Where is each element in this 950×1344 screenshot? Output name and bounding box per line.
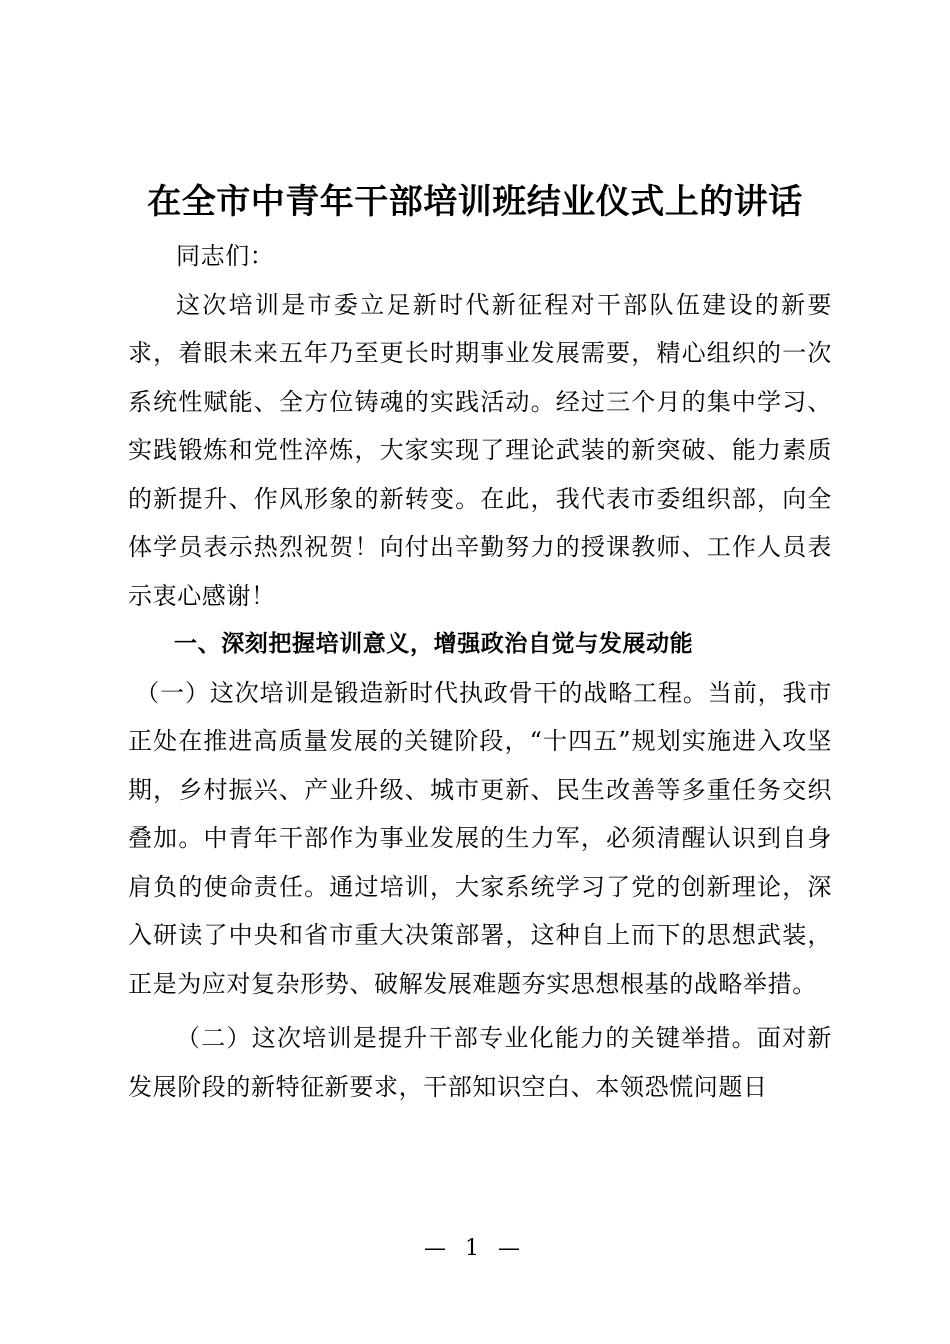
document-title: 在全市中青年干部培训班结业仪式上的讲话 — [147, 182, 803, 222]
section-heading-1: 一、深刻把握培训意义，增强政治自觉与发展动能 — [174, 631, 694, 657]
salutation: 同志们： — [176, 242, 275, 270]
paragraph-1: （一）这次培训是锻造新时代执政骨干的战略工程。当前，我市正处在推进高质量发展的关键阶段，“十四五”规划实施进入攻坚期，乡村振兴、产业升级、城市更新、民生改善等多重任务交织叠加。中青年干部作为事业发展的生力军，必须清醒认识到自身肩负的使命责任。通过培训，大家系统学习了党的创新理论，深入研读了中央和省市重大决策部署，这种自上而下的思想武装，正是为应对复杂形势、破解发展难题夯实思想根基的战略举措。 — [128, 678, 832, 998]
intro-paragraph: 这次培训是市委立足新时代新征程对干部队伍建设的新要求，着眼未来五年乃至更长时期事业发展需要，精心组织的一次系统性赋能、全方位铸魂的实践活动。经过三个月的集中学习、实践锻炼和党性淬炼，大家实现了理论武装的新突破、能力素质的新提升、作风形象的新转变。在此，我代表市委组织部，向全体学员表示热烈祝贺！向付出辛勤努力的授课教师、工作人员表示衷心感谢！ — [128, 290, 832, 610]
paragraph-2: （二）这次培训是提升干部专业化能力的关键举措。面对新发展阶段的新特征新要求，干部知识空白、本领恐慌问题日 — [128, 1024, 832, 1101]
page-number: — 1 — — [424, 1236, 526, 1261]
document-body — [128, 232, 832, 1111]
